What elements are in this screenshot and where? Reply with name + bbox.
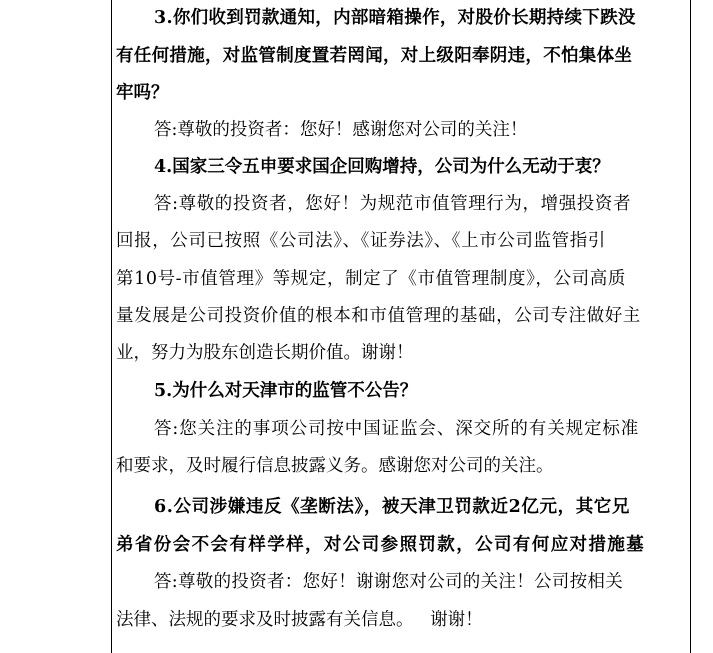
q4-answer-line-5: 业，努力为股东创造长期价值。谢谢！ [116, 343, 414, 363]
q3-answer-line-1: 答:尊敬的投资者：您好！感谢您对公司的关注！ [154, 120, 528, 140]
table-border-right [690, 0, 691, 653]
q5-answer-line-1: 答:您关注的事项公司按中国证监会、深交所的有关规定标准 [154, 419, 640, 439]
q3-question-line-1: 3.你们收到罚款通知，内部暗箱操作，对股价长期持续下跌没 [154, 8, 636, 28]
cut-off-next-line [176, 646, 636, 653]
q4-question-line-1: 4.国家三令五申要求国企回购增持，公司为什么无动于衷？ [154, 157, 610, 177]
q3-question-line-3: 牢吗？ [116, 83, 169, 103]
q3-question-line-2: 有任何措施，对监管制度置若罔闻，对上级阳奉阴违，不怕集体坐 [116, 46, 633, 66]
q6-answer-line-2: 法律、法规的要求及时披露有关信息。 谢谢！ [116, 610, 483, 630]
q4-answer-line-4: 量发展是公司投资价值的根本和市值管理的基础，公司专注做好主 [116, 306, 641, 326]
q4-answer-line-2: 回报，公司已按照《公司法》、《证券法》、《上市公司监管指引 [116, 231, 606, 251]
q6-answer-line-1: 答:尊敬的投资者：您好！谢谢您对公司的关注！公司按相关 [154, 572, 623, 592]
q6-question-line-1: 6.公司涉嫌违反《垄断法》，被天津卫罚款近2亿元，其它兄 [154, 497, 630, 517]
q5-question-line-1: 5.为什么对天津市的监管不公告？ [154, 381, 418, 401]
q5-answer-line-2: 和要求，及时履行信息披露义务。感谢您对公司的关注。 [116, 456, 554, 476]
q4-answer-line-3: 第10号-市值管理》等规定，制定了《市值管理制度》，公司高质 [116, 269, 626, 289]
table-border-left [111, 0, 112, 653]
q6-question-line-2: 弟省份会不会有样学样，对公司参照罚款，公司有何应对措施墓 [116, 535, 646, 555]
q4-answer-line-1: 答:尊敬的投资者，您好！为规范市值管理行为，增强投资者 [154, 194, 632, 214]
